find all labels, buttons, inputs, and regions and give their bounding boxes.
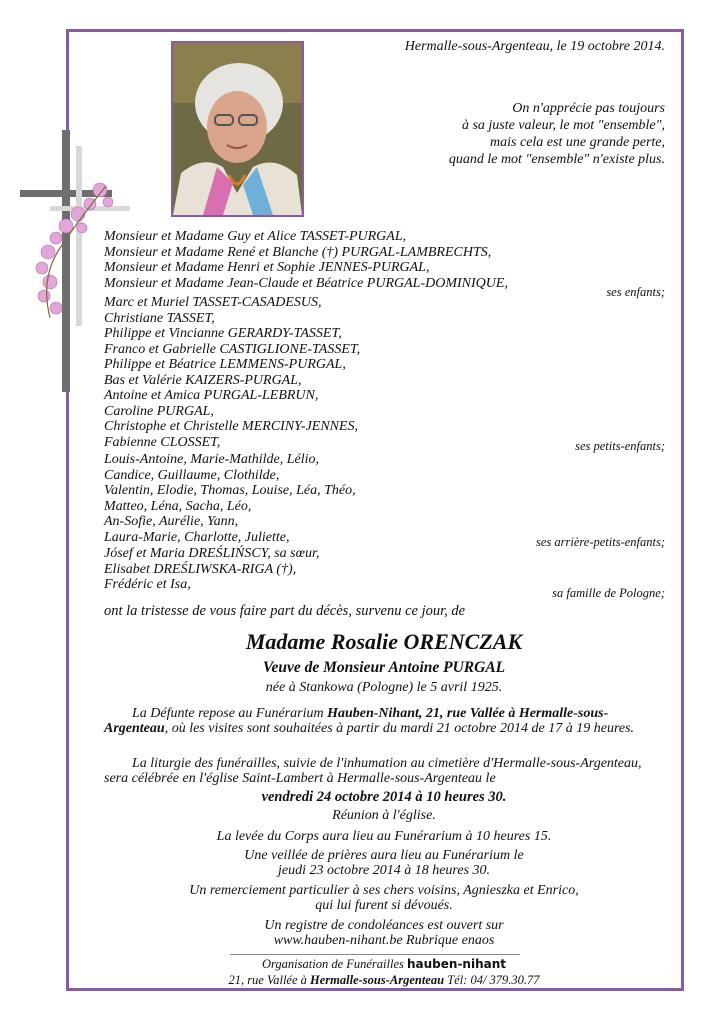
- great-grandchildren-label: ses arrière-petits-enfants;: [535, 535, 665, 549]
- grandchildren-list: [104, 295, 360, 450]
- list-item: Frédéric et Isa,: [104, 577, 191, 592]
- visitation-paragraph: [104, 706, 664, 736]
- children-list: [104, 229, 508, 291]
- poem-line: quand le mot "ensemble" n'existe plus.: [448, 152, 665, 167]
- list-item: Philippe et Vincianne GERARDY-TASSET,: [104, 326, 342, 341]
- thanks-note: [104, 883, 664, 913]
- list-item: Monsieur et Madame Guy et Alice TASSET-PURGAL,: [104, 229, 407, 244]
- list-item: Laura-Marie, Charlotte, Juliette,: [104, 529, 290, 545]
- condolences-line: Un registre de condoléances est ouvert sur: [264, 918, 504, 933]
- great-grandchildren-list: [104, 452, 356, 545]
- funeral-date: vendredi 24 octobre 2014 à 10 heures 30.: [261, 789, 507, 805]
- address-text: 21, rue Vallée à: [228, 973, 311, 987]
- list-item: Caroline PURGAL,: [104, 403, 214, 419]
- list-item: Antoine et Amica PURGAL-LEBRUN,: [104, 388, 319, 403]
- widow-of: Veuve de Monsieur Antoine PURGAL: [262, 659, 506, 676]
- deceased-name: Madame Rosalie ORENCZAK: [245, 629, 523, 654]
- poem: [449, 100, 665, 168]
- levee-note: La levée du Corps aura lieu au Funérarium à 10 heures 15.: [216, 829, 552, 844]
- portrait-photo: [171, 41, 304, 217]
- funeral-home-address: Hauben-Nihant, 21, rue Vallée à Hermalle-sous-Argenteau: [104, 706, 609, 736]
- footer-address: [104, 973, 664, 988]
- grandchildren-label: ses petits-enfants;: [575, 439, 665, 453]
- reunion-note: Réunion à l'église.: [332, 808, 436, 823]
- birth-info: née à Stankowa (Pologne) le 5 avril 1925.: [265, 680, 503, 695]
- list-item: Monsieur et Madame René et Blanche (†) PURGAL-LAMBRECHTS,: [104, 244, 492, 260]
- thanks-line: qui lui furent si dévoués.: [315, 898, 453, 913]
- list-item: Christophe et Christelle MERCINY-JENNES,: [104, 419, 359, 434]
- list-item: Elisabet DREŚLIWSKA-RIGA (†),: [104, 561, 297, 577]
- list-item: Candice, Guillaume, Clothilde,: [104, 467, 280, 483]
- divider: [230, 954, 520, 955]
- address-phone: Tél: 04/ 379.30.77: [444, 973, 540, 987]
- vigil-line: Une veillée de prières aura lieu au Funérarium le: [244, 848, 524, 863]
- list-item: Bas et Valérie KAIZERS-PURGAL,: [104, 372, 302, 388]
- list-item: Louis-Antoine, Marie-Mathilde, Lélio,: [104, 452, 320, 467]
- thanks-line: Un remerciement particulier à ses chers voisins, Agnieszka et Enrico,: [189, 883, 579, 898]
- list-item: Philippe et Béatrice LEMMENS-PURGAL,: [104, 357, 346, 372]
- list-item: Christiane TASSET,: [104, 310, 215, 326]
- organisation-text: Organisation de Funérailles: [261, 957, 407, 971]
- place-date: Hermalle-sous-Argenteau, le 19 octobre 2014.: [404, 39, 665, 54]
- announcement: ont la tristesse de vous faire part du décès, survenu ce jour, de: [104, 603, 466, 619]
- list-item: Matteo, Léna, Sacha, Léo,: [104, 498, 252, 514]
- footer-organisation: [104, 957, 664, 972]
- poland-label: sa famille de Pologne;: [552, 586, 665, 600]
- liturgy-paragraph: La liturgie des funérailles, suivie de l'inhumation au cimetière d'Hermalle-sous-Argenteau, sera célébrée en l'église Saint-Lambert à Hermalle-sous-Argenteau le: [104, 756, 642, 786]
- list-item: Valentin, Elodie, Thomas, Louise, Léa, Théo,: [104, 483, 356, 498]
- list-item: Monsieur et Madame Henri et Sophie JENNES-PURGAL,: [104, 260, 430, 275]
- list-item: Monsieur et Madame Jean-Claude et Béatrice PURGAL-DOMINIQUE,: [104, 275, 508, 291]
- poem-line: mais cela est une grande perte,: [490, 135, 665, 150]
- address-town: Hermalle-sous-Argenteau: [310, 973, 445, 987]
- visitation-text: La Défunte repose au Funérarium: [132, 706, 328, 721]
- condolences-link[interactable]: www.hauben-nihant.be Rubrique enaos: [273, 933, 495, 948]
- condolences-note: [104, 918, 664, 948]
- vigil-note: [104, 848, 664, 878]
- brand-logo: hauben-nihant: [407, 957, 507, 971]
- list-item: Franco et Gabrielle CASTIGLIONE-TASSET,: [104, 341, 361, 357]
- list-item: An-Sofie, Aurélie, Yann,: [104, 514, 239, 529]
- poem-line: On n'apprécie pas toujours: [512, 101, 665, 116]
- poem-line: à sa juste valeur, le mot "ensemble",: [461, 118, 665, 133]
- list-item: Marc et Muriel TASSET-CASADESUS,: [104, 295, 322, 310]
- visitation-hours: , où les visites sont souhaitées à partir du mardi 21 octobre 2014 de 17 à 19 heures.: [164, 721, 635, 736]
- children-label: ses enfants;: [606, 285, 665, 299]
- vigil-line: jeudi 23 octobre 2014 à 18 heures 30.: [277, 863, 491, 878]
- list-item: Fabienne CLOSSET,: [104, 434, 221, 450]
- poland-family-list: [104, 546, 319, 593]
- list-item: Jósef et Maria DREŚLIŃSCY, sa sœur,: [104, 546, 320, 561]
